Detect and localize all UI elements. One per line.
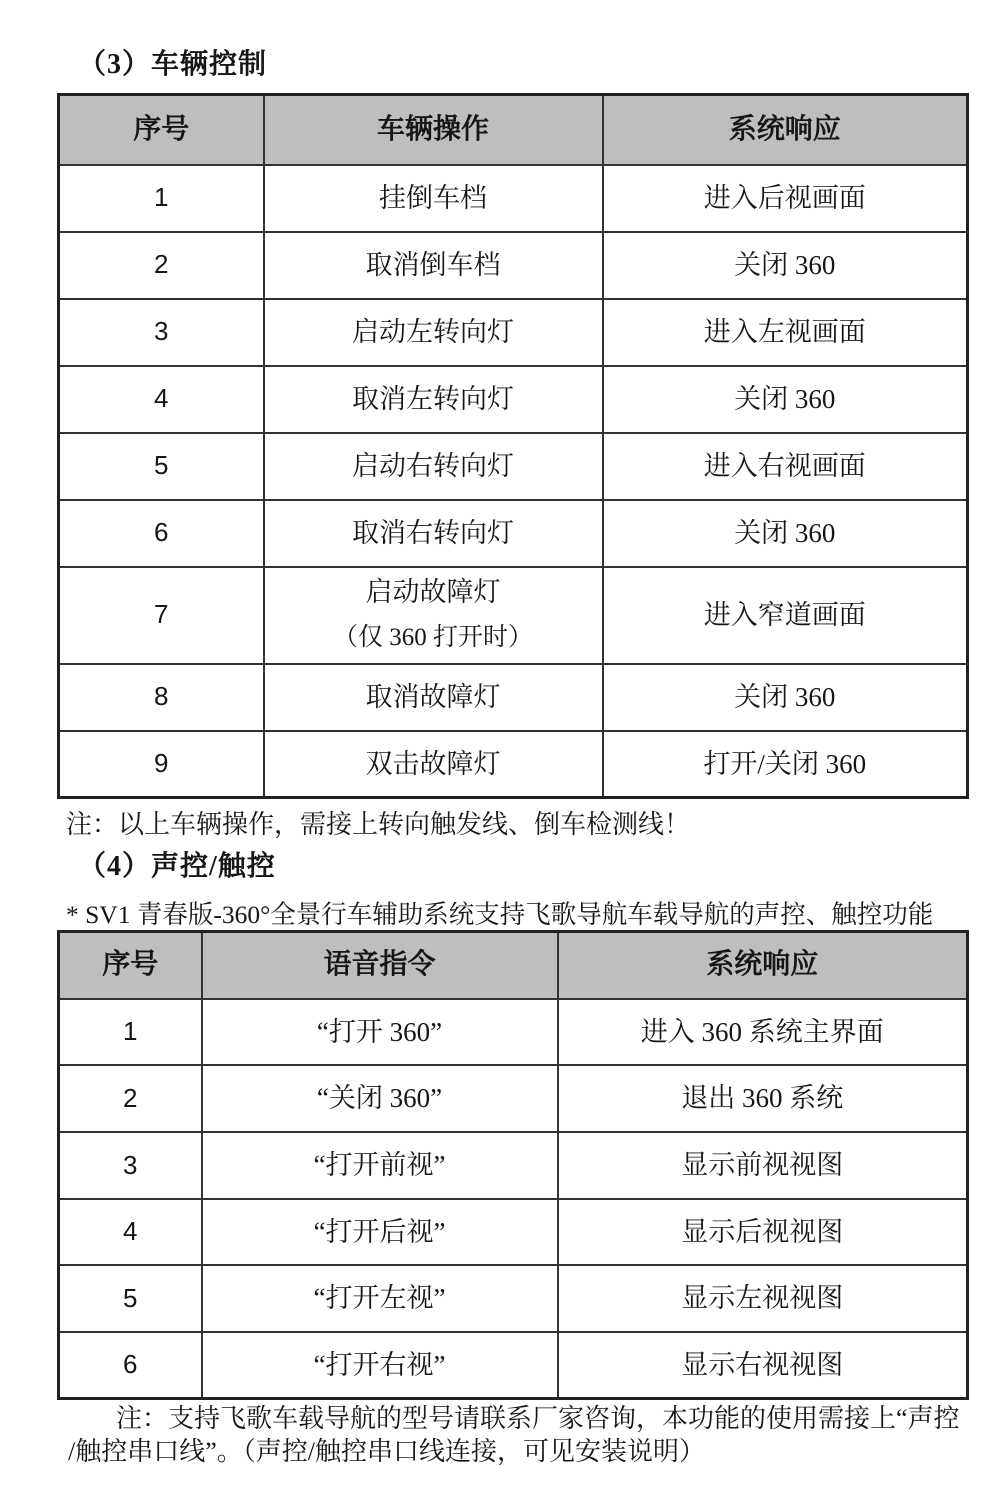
vehicle-operation-cell: 取消故障灯 — [264, 664, 603, 731]
row-number-cell: 8 — [59, 664, 264, 731]
table-row — [59, 1132, 968, 1199]
column-header-system-response: 系统响应 — [558, 932, 968, 999]
row-number-cell: 6 — [59, 500, 264, 567]
system-response-cell: 打开/关闭 360 — [603, 731, 968, 798]
row-number-cell: 9 — [59, 731, 264, 798]
column-header-number: 序号 — [59, 932, 202, 999]
table-row — [59, 165, 968, 232]
row-number-cell: 2 — [59, 1065, 202, 1132]
column-header-voice-command: 语音指令 — [202, 932, 558, 999]
row-number-cell: 3 — [59, 299, 264, 366]
voice-command-cell: “打开后视” — [202, 1199, 558, 1266]
vehicle-operation-cell: 取消右转向灯 — [264, 500, 603, 567]
table-row — [59, 999, 968, 1066]
system-response-cell: 进入后视画面 — [603, 165, 968, 232]
table-row — [59, 664, 968, 731]
table-row — [59, 1065, 968, 1132]
vehicle-operation-cell — [264, 567, 603, 664]
row-number-cell: 5 — [59, 1265, 202, 1332]
sv1-support-note: * SV1 青春版-360°全景行车辅助系统支持飞歌导航车载导航的声控、触控功能 — [66, 900, 934, 929]
voice-command-cell: “打开左视” — [202, 1265, 558, 1332]
operation-condition-note: （仅 360 打开时） — [332, 624, 533, 651]
vehicle-operation-cell: 挂倒车档 — [264, 165, 603, 232]
row-number-cell: 3 — [59, 1132, 202, 1199]
row-number-cell: 4 — [59, 1199, 202, 1266]
vehicle-control-table — [57, 93, 969, 799]
operation-label: 启动故障灯 — [365, 577, 501, 607]
table-row — [59, 433, 968, 500]
vehicle-operation-cell: 启动右转向灯 — [264, 433, 603, 500]
table-row — [59, 731, 968, 798]
voice-command-cell: “打开右视” — [202, 1332, 558, 1399]
system-response-cell: 关闭 360 — [603, 500, 968, 567]
column-header-system-response: 系统响应 — [603, 95, 968, 165]
system-response-cell: 进入 360 系统主界面 — [558, 999, 968, 1066]
voice-touch-note-line1: 注：支持飞歌车载导航的型号请联系厂家咨询，本功能的使用需接上“声控 — [116, 1404, 960, 1433]
table-header-row — [59, 932, 968, 999]
table-row — [59, 299, 968, 366]
table-row — [59, 567, 968, 664]
row-number-cell: 1 — [59, 999, 202, 1066]
system-response-cell: 显示前视视图 — [558, 1132, 968, 1199]
voice-command-table — [57, 930, 969, 1400]
system-response-cell: 关闭 360 — [603, 664, 968, 731]
table-row — [59, 366, 968, 433]
vehicle-operation-cell: 取消倒车档 — [264, 232, 603, 299]
system-response-cell: 退出 360 系统 — [558, 1065, 968, 1132]
vehicle-operation-cell: 取消左转向灯 — [264, 366, 603, 433]
system-response-cell: 进入左视画面 — [603, 299, 968, 366]
row-number-cell: 5 — [59, 433, 264, 500]
row-number-cell: 1 — [59, 165, 264, 232]
system-response-cell: 显示后视视图 — [558, 1199, 968, 1266]
table-row — [59, 232, 968, 299]
row-number-cell: 2 — [59, 232, 264, 299]
voice-touch-note — [68, 1402, 980, 1468]
voice-command-cell: “关闭 360” — [202, 1065, 558, 1132]
system-response-cell: 显示左视视图 — [558, 1265, 968, 1332]
system-response-cell: 关闭 360 — [603, 366, 968, 433]
section-4-title: （4）声控/触控 — [78, 851, 276, 882]
section-3-title: （3）车辆控制 — [78, 49, 268, 80]
row-number-cell: 7 — [59, 567, 264, 664]
column-header-vehicle-operation: 车辆操作 — [264, 95, 603, 165]
system-response-cell: 关闭 360 — [603, 232, 968, 299]
vehicle-operation-cell: 双击故障灯 — [264, 731, 603, 798]
vehicle-operation-cell: 启动左转向灯 — [264, 299, 603, 366]
table-row — [59, 1332, 968, 1399]
voice-touch-note-line2: /触控串口线”。（声控/触控串口线连接，可见安装说明） — [68, 1437, 705, 1466]
voice-command-cell: “打开前视” — [202, 1132, 558, 1199]
system-response-cell: 显示右视视图 — [558, 1332, 968, 1399]
system-response-cell: 进入右视画面 — [603, 433, 968, 500]
table-header-row — [59, 95, 968, 165]
system-response-cell: 进入窄道画面 — [603, 567, 968, 664]
voice-command-cell: “打开 360” — [202, 999, 558, 1066]
column-header-number: 序号 — [59, 95, 264, 165]
vehicle-control-note: 注：以上车辆操作，需接上转向触发线、倒车检测线！ — [66, 810, 691, 839]
table-row — [59, 1199, 968, 1266]
row-number-cell: 6 — [59, 1332, 202, 1399]
table-row — [59, 1265, 968, 1332]
table-row — [59, 500, 968, 567]
row-number-cell: 4 — [59, 366, 264, 433]
